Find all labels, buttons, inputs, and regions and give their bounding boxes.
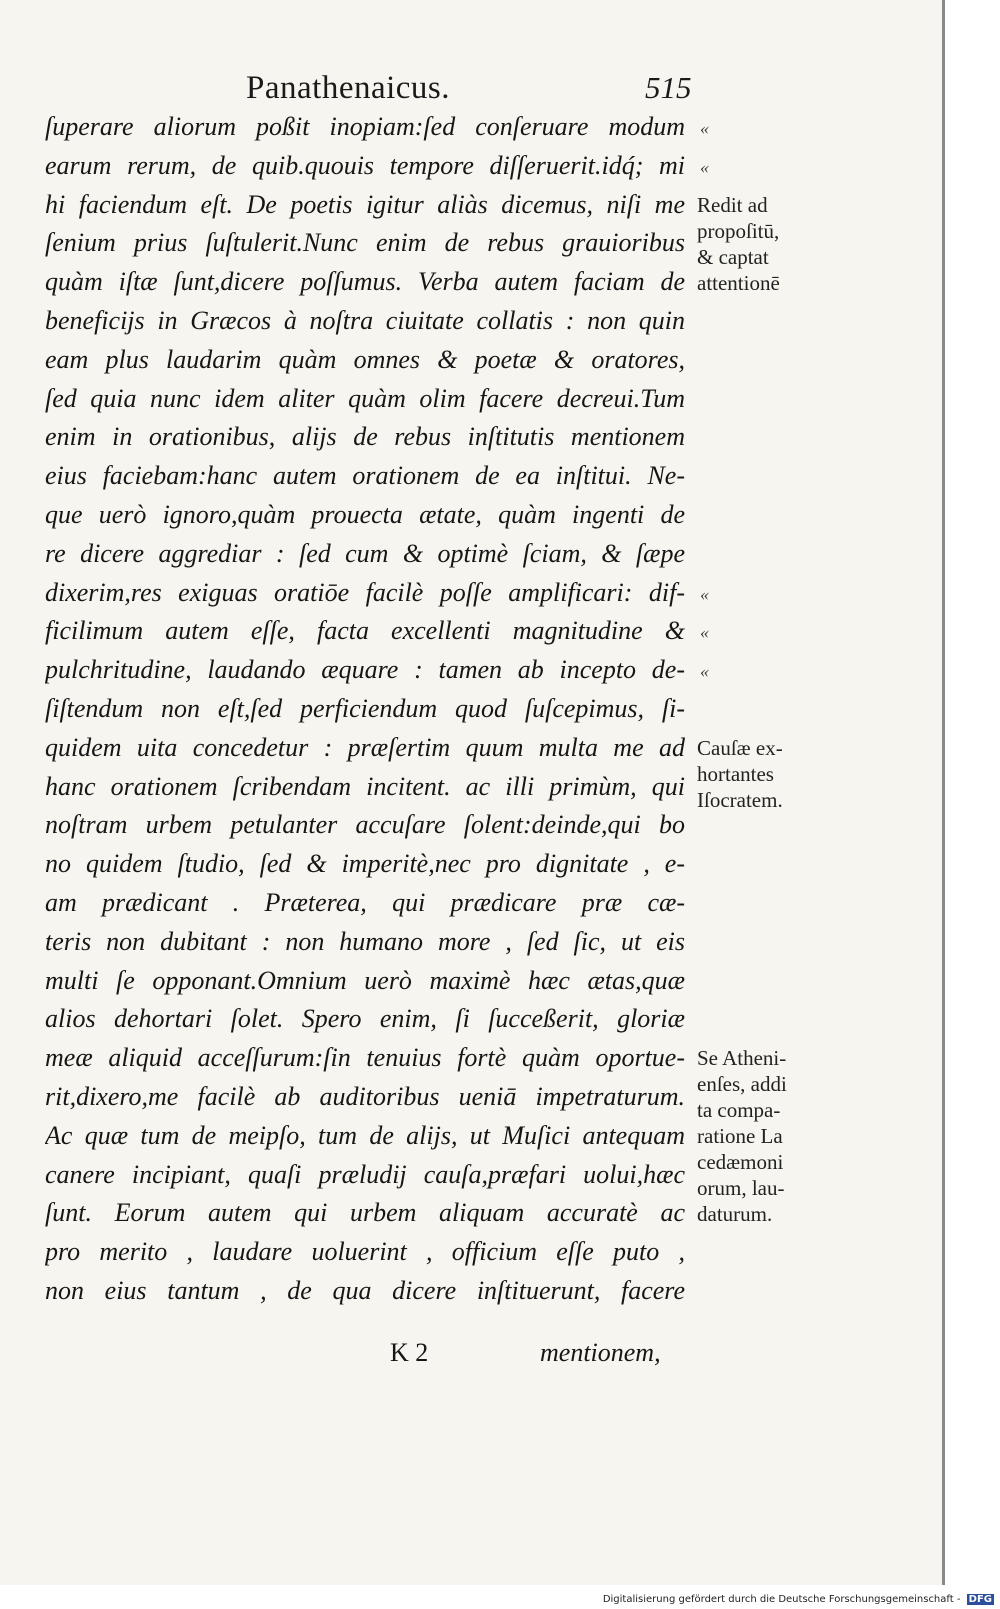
- text-line: pulchritudine, laudando æquare : tamen ab incepto de-: [45, 655, 685, 685]
- digitization-credit: [603, 1594, 994, 1605]
- text-line: noſtram urbem petulanter accuſare ſolent:deinde,qui bo: [45, 810, 685, 840]
- marginal-note: [697, 735, 827, 813]
- text-line: eius faciebam:hanc autem orationem de ea inſtitui. Ne-: [45, 461, 685, 491]
- text-line: multi ſe opponant.Omnium uerò maximè hæc ætas,quæ: [45, 965, 685, 995]
- text-line: que uerò ignoro,quàm prouecta ætate, quàm ingenti de: [45, 499, 685, 529]
- text-line: quidem uita concedetur : præſertim quum multa me ad: [45, 732, 685, 762]
- text-line: re dicere aggrediar : ſed cum & optimè ſciam, & ſæpe: [45, 538, 685, 568]
- text-line: earum rerum, de quib.quouis tempore diſſeruerit.idq́; mi: [45, 150, 685, 180]
- text-line: ſunt. Eorum autem qui urbem aliquam accuratè ac: [45, 1198, 685, 1228]
- marginal-note-line: attentionē: [697, 270, 780, 295]
- marginal-note-line: Redit ad: [697, 192, 768, 217]
- text-line: enim in orationibus, alijs de rebus inſtitutis mentionem: [45, 422, 685, 452]
- marginal-note-line: & captat: [697, 244, 769, 269]
- marginal-note: [697, 192, 827, 296]
- signature-mark: K 2: [390, 1338, 429, 1367]
- catchword: mentionem,: [540, 1338, 661, 1367]
- page-footer: [45, 1338, 685, 1378]
- text-line: dixerim,res exiguas oratiōe facilè poſſe amplificari: dif-: [45, 577, 685, 607]
- marginal-note-line: orum, lau-: [697, 1176, 785, 1201]
- quote-mark: «: [700, 583, 709, 604]
- text-line: ſiſtendum non eſt,ſed perficiendum quod ſuſcepimus, ſi-: [45, 693, 685, 723]
- marginal-note-line: hortantes: [697, 761, 774, 786]
- text-line: hi faciendum eſt. De poetis igitur aliàs dicemus, niſi me: [45, 189, 685, 219]
- marginal-note-line: Cauſæ ex-: [697, 735, 783, 760]
- dfg-logo: DFG: [968, 1594, 992, 1605]
- text-line: eam plus laudarim quàm omnes & poetæ & oratores,: [45, 344, 685, 374]
- text-line: no quidem ſtudio, ſed & imperitè,nec pro dignitate , e-: [45, 849, 685, 879]
- text-line: canere incipiant, quaſi præludij cauſa,præfari uolui,hæc: [45, 1159, 685, 1189]
- running-head: Panathenaicus.: [246, 70, 451, 106]
- marginal-note-line: ta compa-: [697, 1098, 781, 1123]
- body-text: [45, 108, 685, 1311]
- credit-text: Digitalisierung gefördert durch die Deutsche Forschungsgemeinschaft -: [602, 1594, 961, 1605]
- text-line: Ac quæ tum de meipſo, tum de alijs, ut Muſici antequam: [45, 1120, 685, 1150]
- quote-mark: «: [700, 622, 709, 643]
- marginal-note-line: enſes, addi: [697, 1072, 787, 1097]
- marginal-note-line: daturum.: [697, 1202, 773, 1227]
- text-line: ficilimum autem eſſe, facta excellenti magnitudine &: [45, 616, 685, 646]
- quote-mark: «: [700, 661, 709, 682]
- leaf-edge-shadow: [942, 0, 945, 1585]
- marginal-note: [697, 1045, 827, 1227]
- text-line: ſed quia nunc idem aliter quàm olim facere decreui.Tum: [45, 383, 685, 413]
- text-line: quàm iſtæ ſunt,dicere poſſumus. Verba autem faciam de: [45, 267, 685, 297]
- text-line: pro merito , laudare uoluerint , officium eſſe puto ,: [45, 1237, 685, 1267]
- text-line: rit,dixero,me facilè ab auditoribus ueniā impetraturum.: [45, 1081, 685, 1111]
- marginal-note-line: propoſitū,: [697, 218, 780, 243]
- text-line: meæ aliquid acceſſurum:ſin tenuius fortè quàm oportue-: [45, 1043, 685, 1073]
- text-line: am prædicant . Præterea, qui prædicare præ cæ-: [45, 887, 685, 917]
- text-line: hanc orationem ſcribendam incitent. ac illi primùm, qui: [45, 771, 685, 801]
- text-line: beneficijs in Græcos à noſtra ciuitate collatis : non quin: [45, 305, 685, 335]
- text-line: ſenium prius ſuſtulerit.Nunc enim de rebus grauioribus: [45, 228, 685, 258]
- marginal-note-line: cedæmoni: [697, 1150, 784, 1175]
- marginal-note-line: ratione La: [697, 1124, 783, 1149]
- quote-mark: «: [700, 156, 709, 177]
- text-line: teris non dubitant : non humano more , ſed ſic, ut eis: [45, 926, 685, 956]
- quote-mark: «: [700, 118, 709, 138]
- text-line: non eius tantum , de qua dicere inſtituerunt, facere: [45, 1275, 685, 1305]
- page-number: 515: [645, 70, 692, 105]
- text-line: ſuperare aliorum poßit inopiam:ſed conſeruare modum: [45, 112, 685, 141]
- marginal-note-line: Se Atheni-: [697, 1046, 787, 1071]
- text-line: alios dehortari ſolet. Spero enim, ſi ſucceßerit, gloriæ: [45, 1004, 685, 1034]
- marginal-note-line: Iſocratem.: [697, 787, 783, 812]
